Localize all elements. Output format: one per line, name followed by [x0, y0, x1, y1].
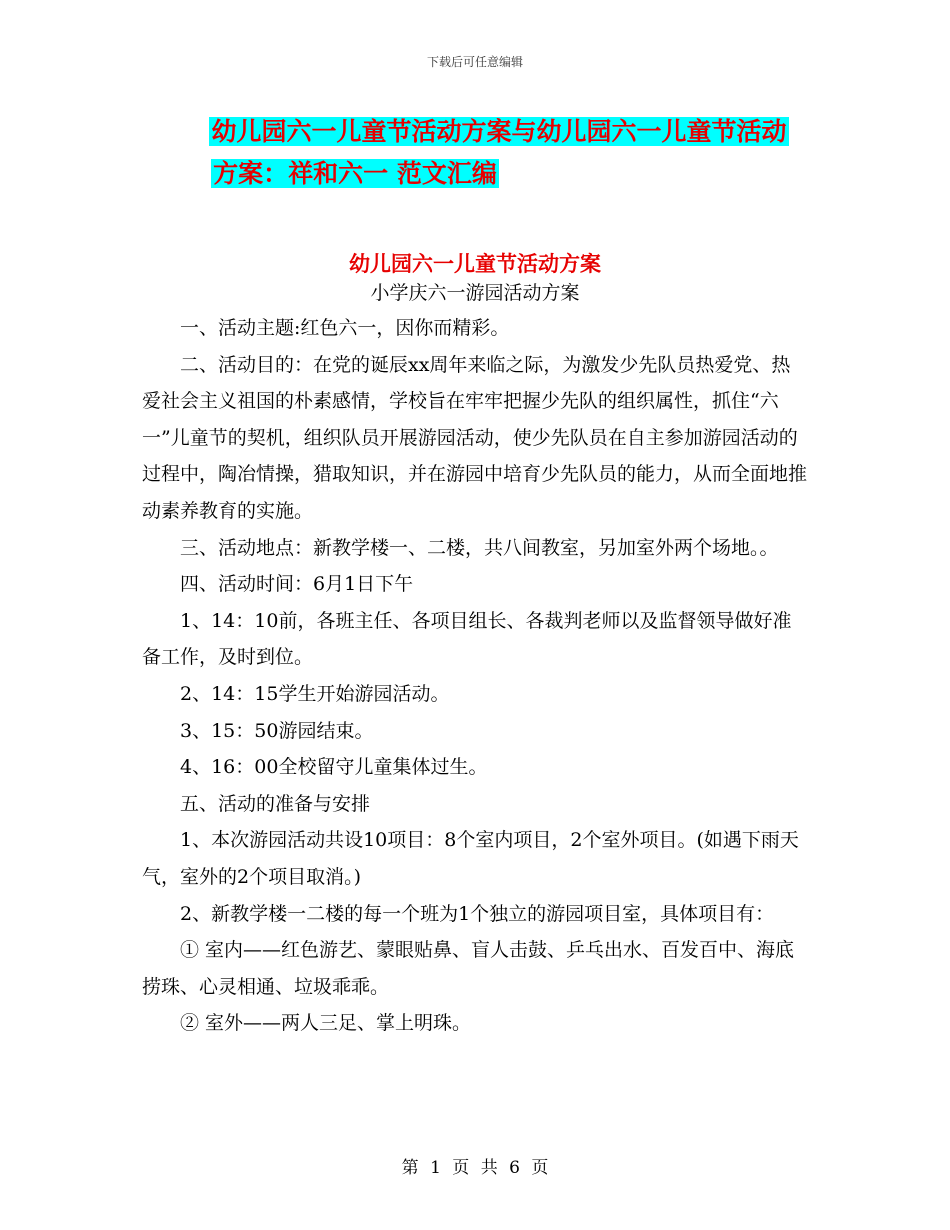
- paragraph-time-2: 2、14：15学生开始游园活动。: [180, 682, 450, 705]
- section-title: 幼儿园六一儿童节活动方案: [349, 251, 601, 276]
- paragraph-outdoor-items: ② 室外——两人三足、掌上明珠。: [180, 1012, 472, 1035]
- paragraph-purpose: 二、活动目的：在党的诞辰xx周年来临之际，为激发少先队员热爱党、热爱社会主义祖国的朴素感情，学校旨在牢牢把握少先队的组织属性，抓住“六一”儿童节的契机，组织队员开展游园活动，使少先队员在自主参加游园活动的过程中，陶冶情操，猎取知识，并在游园中培育少先队员的能力，从而全面地推动素养教育的实施。: [142, 353, 808, 522]
- paragraph-prep-1: 1、本次游园活动共设10项目：8个室内项目，2个室外项目。(如遇下雨天气，室外的2个项目取消。): [142, 829, 799, 888]
- subtitle: 小学庆六一游园活动方案: [370, 282, 580, 304]
- paragraph-time: 四、活动时间：6月1日下午: [180, 573, 414, 596]
- document-title-line-1-text: 幼儿园六一儿童节活动方案与幼儿园六一儿童节活动: [211, 117, 787, 146]
- document-title-line-1: [0, 115, 950, 149]
- paragraph-time-4: 4、16：00全校留守儿童集体过生。: [180, 756, 488, 779]
- paragraph-theme: 一、活动主题:红色六一，因你而精彩。: [180, 317, 510, 339]
- paragraph-location: 三、活动地点：新教学楼一、二楼，共八间教室，另加室外两个场地。。: [180, 536, 779, 559]
- paragraph-prep-2: 2、新教学楼一二楼的每一个班为1个独立的游园项目室，具体项目有：: [180, 902, 775, 925]
- paragraph-time-3: 3、15：50游园结束。: [180, 719, 374, 742]
- document-body: [142, 310, 808, 1042]
- paragraph-time-1: 1、14：10前，各班主任、各项目组长、各裁判老师以及监督领导做好准备工作，及时到位。: [142, 609, 792, 669]
- header-note: 下载后可任意编辑: [426, 55, 523, 69]
- document-title-line-2-text: 方案：祥和六一 范文汇编: [213, 159, 497, 188]
- document-title-line-2: [0, 157, 950, 191]
- paragraph-indoor-items: ① 室内——红色游艺、蒙眼贴鼻、盲人击鼓、乒乓出水、百发百中、海底捞珠、心灵相通、垃圾乖乖。: [142, 939, 795, 998]
- paragraph-preparation: 五、活动的准备与安排: [180, 792, 371, 815]
- page-footer: 第 1 页 共 6 页: [401, 1158, 549, 1178]
